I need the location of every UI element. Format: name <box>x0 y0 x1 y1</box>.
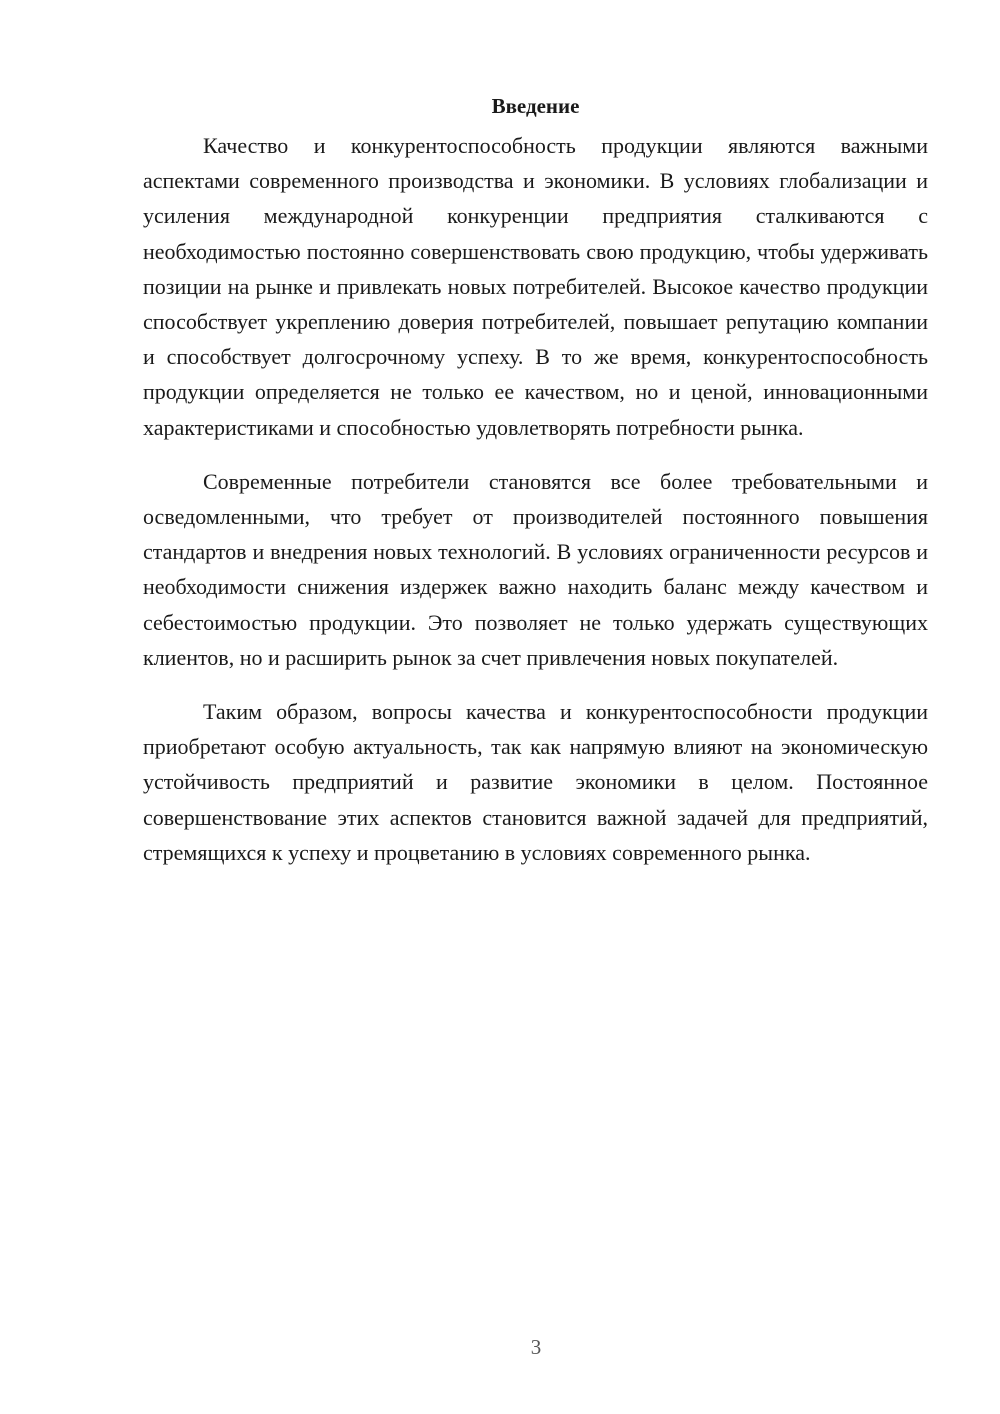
page-number: 3 <box>530 1335 542 1359</box>
paragraph-3: Таким образом, вопросы качества и конкурентоспособности продукции приобретают особую актуальность, так как напрямую влияют на экономическую устойчивость предприятий и развитие экономики в целом. Постоянное совершенствование этих аспектов становится важной задачей для предприятий, стремящихся к успеху и процветанию в условиях современного рынка. <box>143 699 928 865</box>
page-title: Введение <box>491 94 580 118</box>
paragraph-2: Современные потребители становятся все более требовательными и осведомленными, что требует от производителей постоянного повышения стандартов и внедрения новых технологий. В условиях ограниченности ресурсов и необходимости снижения издержек важно находить баланс между качеством и себестоимостью продукции. Это позволяет не только удержать существующих клиентов, но и расширить рынок за счет привлечения новых покупателей. <box>143 468 928 670</box>
paragraph-1: Качество и конкурентоспособность продукции являются важными аспектами современного производства и экономики. В условиях глобализации и усиления международной конкуренции предприятия сталкиваются с необходимостью постоянно совершенствовать свою продукцию, чтобы удерживать позиции на рынке и привлекать новых потребителей. Высокое качество продукции способствует укреплению доверия потребителей, повышает репутацию компании и способствует долгосрочному успеху. В то же время, конкурентоспособность продукции определяется не только ее качеством, но и ценой, инновационными характеристиками и способностью удовлетворять потребности рынка. <box>143 133 928 440</box>
page-content <box>143 92 928 889</box>
